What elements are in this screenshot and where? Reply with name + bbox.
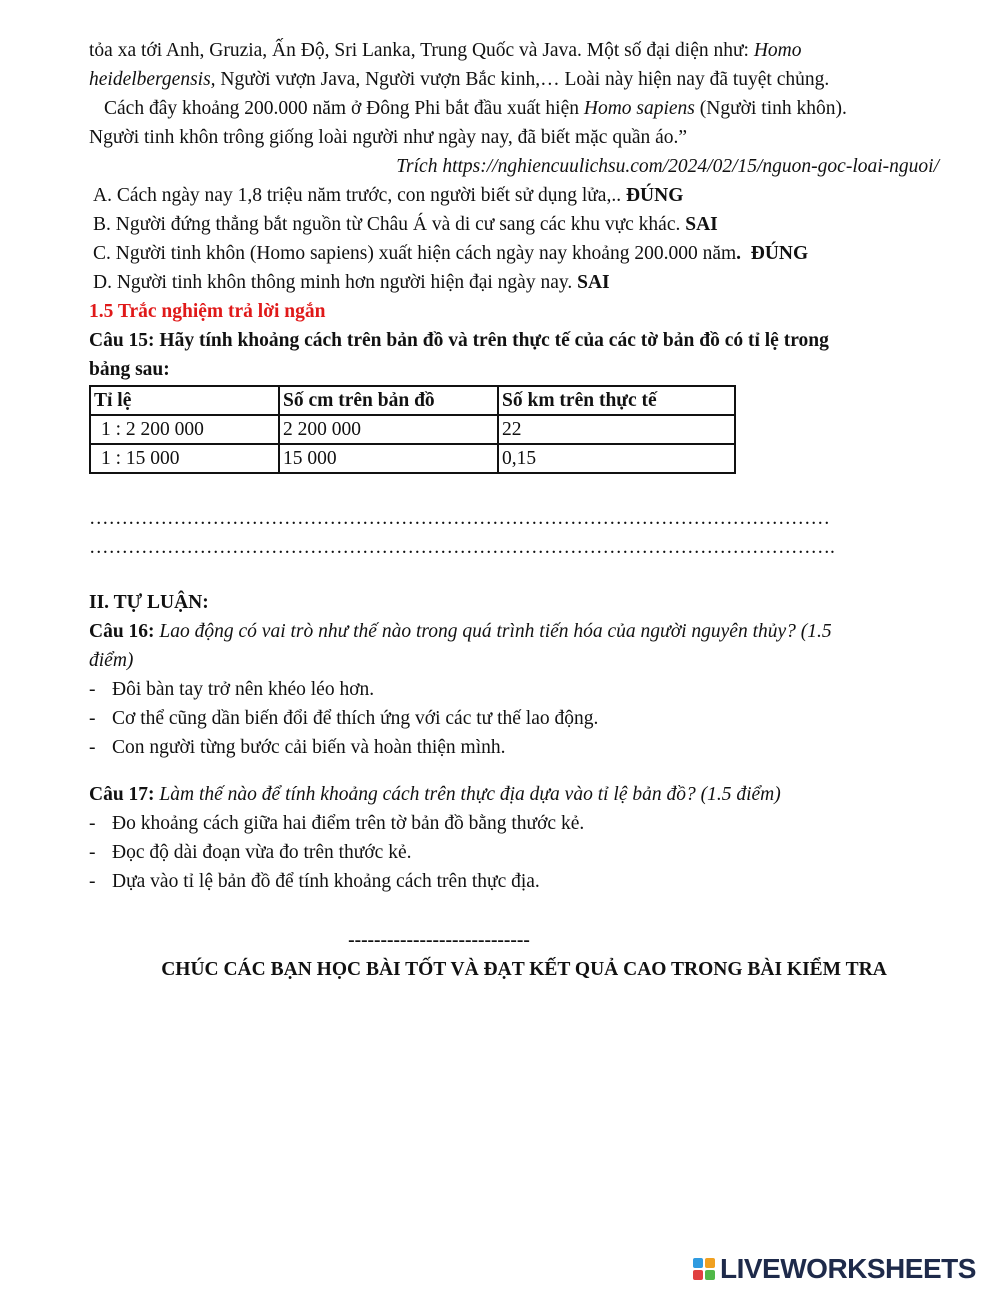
list-item bbox=[89, 867, 949, 896]
answer-text: Cơ thể cũng dần biến đổi để thích ứng với các tư thế lao động. bbox=[112, 708, 599, 729]
option-verdict: ĐÚNG bbox=[750, 243, 809, 264]
list-item bbox=[89, 838, 949, 867]
option-text: B. Người đứng thẳng bắt nguồn từ Châu Á và di cư sang các khu vực khác. bbox=[93, 214, 686, 235]
source-citation: Trích https://nghiencuulichsu.com/2024/02/15/nguon-goc-loai-nguoi/ bbox=[396, 156, 939, 177]
option-a bbox=[89, 181, 949, 210]
table-cell: 15 000 bbox=[279, 444, 498, 473]
table-row bbox=[90, 444, 735, 473]
list-item bbox=[89, 733, 949, 762]
logo-square bbox=[705, 1258, 715, 1268]
dash-bullet: - bbox=[89, 813, 96, 834]
dash-bullet: - bbox=[89, 737, 96, 758]
intro-line-4: Người tinh khôn trông giống loài người như ngày nay, đã biết mặc quần áo.” bbox=[89, 127, 688, 148]
dash-bullet: - bbox=[89, 708, 96, 729]
list-item bbox=[89, 809, 949, 838]
intro-line-1 bbox=[89, 36, 949, 65]
intro-text: tỏa xa tới Anh, Gruzia, Ấn Độ, Sri Lanka, Trung Quốc và Java. Một số đại diện như: bbox=[89, 40, 754, 61]
document-page bbox=[89, 36, 949, 984]
intro-line-3 bbox=[89, 94, 949, 123]
q15-question-cont: bảng sau: bbox=[89, 359, 170, 380]
question-text: Lao động có vai trò như thế nào trong quá trình tiến hóa của người nguyên thủy? (1.5 bbox=[159, 621, 832, 642]
table-cell: 22 bbox=[498, 415, 735, 444]
option-text: A. Cách ngày nay 1,8 triệu năm trước, con người biết sử dụng lửa,.. bbox=[93, 185, 626, 206]
logo-square bbox=[693, 1270, 703, 1280]
answer-dots: ……………………………………………………………………………………………………. bbox=[89, 537, 835, 558]
option-d bbox=[89, 268, 949, 297]
table-cell: 2 200 000 bbox=[279, 415, 498, 444]
logo-square bbox=[693, 1258, 703, 1268]
q15-question: Câu 15: Hãy tính khoảng cách trên bản đồ và trên thực tế của các tờ bản đồ có tỉ lệ trong bbox=[89, 330, 829, 351]
intro-italic-term: heidelbergensis, bbox=[89, 69, 216, 90]
dash-bullet: - bbox=[89, 842, 96, 863]
table-header-row bbox=[90, 386, 735, 415]
option-verdict: SAI bbox=[577, 272, 610, 293]
question-label: Câu 16: bbox=[89, 621, 160, 642]
option-verdict: SAI bbox=[685, 214, 718, 235]
option-text: C. Người tinh khôn (Homo sapiens) xuất hiện cách ngày nay khoảng 200.000 năm bbox=[93, 243, 737, 264]
intro-text: (Người tinh khôn). bbox=[694, 98, 847, 119]
logo-square bbox=[705, 1270, 715, 1280]
list-item bbox=[89, 704, 949, 733]
q16-question bbox=[89, 617, 949, 646]
scale-table bbox=[89, 385, 736, 474]
closing-message: CHÚC CÁC BẠN HỌC BÀI TỐT VÀ ĐẠT KẾT QUẢ CAO TRONG BÀI KIỂM TRA bbox=[161, 959, 887, 980]
answer-text: Dựa vào tỉ lệ bản đồ để tính khoảng cách trên thực địa. bbox=[112, 871, 540, 892]
table-cell: 1 : 15 000 bbox=[90, 444, 279, 473]
intro-italic-term: Homo bbox=[753, 40, 802, 61]
q17-question bbox=[89, 780, 949, 809]
question-label: Câu 17: bbox=[89, 784, 160, 805]
table-row bbox=[90, 415, 735, 444]
logo-grid-icon bbox=[693, 1258, 715, 1280]
answer-text: Con người từng bước cải biến và hoàn thiện mình. bbox=[112, 737, 506, 758]
intro-text: Cách đây khoảng 200.000 năm ở Đông Phi bắt đầu xuất hiện bbox=[104, 98, 584, 119]
intro-italic-term: Homo sapiens bbox=[583, 98, 695, 119]
q16-question-cont: điểm) bbox=[89, 650, 134, 671]
option-dot: . bbox=[736, 243, 742, 264]
answer-text: Đôi bàn tay trở nên khéo léo hơn. bbox=[112, 679, 375, 700]
section-short-answer: 1.5 Trắc nghiệm trả lời ngắn bbox=[89, 301, 326, 322]
option-text: D. Người tinh khôn thông minh hơn người hiện đại ngày nay. bbox=[93, 272, 578, 293]
answer-text: Đo khoảng cách giữa hai điểm trên tờ bản đồ bằng thước kẻ. bbox=[112, 813, 585, 834]
option-b bbox=[89, 210, 949, 239]
liveworksheets-logo[interactable] bbox=[693, 1253, 976, 1285]
logo-text: LIVEWORKSHEETS bbox=[720, 1253, 976, 1284]
section-essay: II. TỰ LUẬN: bbox=[89, 592, 209, 613]
intro-text: Người vượn Java, Người vượn Bắc kinh,… Loài này hiện nay đã tuyệt chủng. bbox=[215, 69, 830, 90]
question-text: Làm thế nào để tính khoảng cách trên thực địa dựa vào tỉ lệ bản đồ? (1.5 điểm) bbox=[159, 784, 781, 805]
option-c bbox=[89, 239, 949, 268]
table-cell: 1 : 2 200 000 bbox=[90, 415, 279, 444]
table-cell: 0,15 bbox=[498, 444, 735, 473]
list-item bbox=[89, 675, 949, 704]
answer-text: Đọc độ dài đoạn vừa đo trên thước kẻ. bbox=[112, 842, 412, 863]
separator-line: ---------------------------- bbox=[348, 930, 530, 951]
intro-line-2 bbox=[89, 65, 949, 94]
table-header-cell: Số cm trên bản đồ bbox=[279, 386, 498, 415]
answer-dotted-line[interactable]: …………………………………………………………………………………………………… bbox=[89, 508, 830, 529]
table-header-cell: Tỉ lệ bbox=[90, 386, 279, 415]
dash-bullet: - bbox=[89, 871, 96, 892]
answer-dotted-line[interactable] bbox=[89, 533, 934, 562]
dash-bullet: - bbox=[89, 679, 96, 700]
table-header-cell: Số km trên thực tế bbox=[498, 386, 735, 415]
option-verdict: ĐÚNG bbox=[625, 185, 684, 206]
